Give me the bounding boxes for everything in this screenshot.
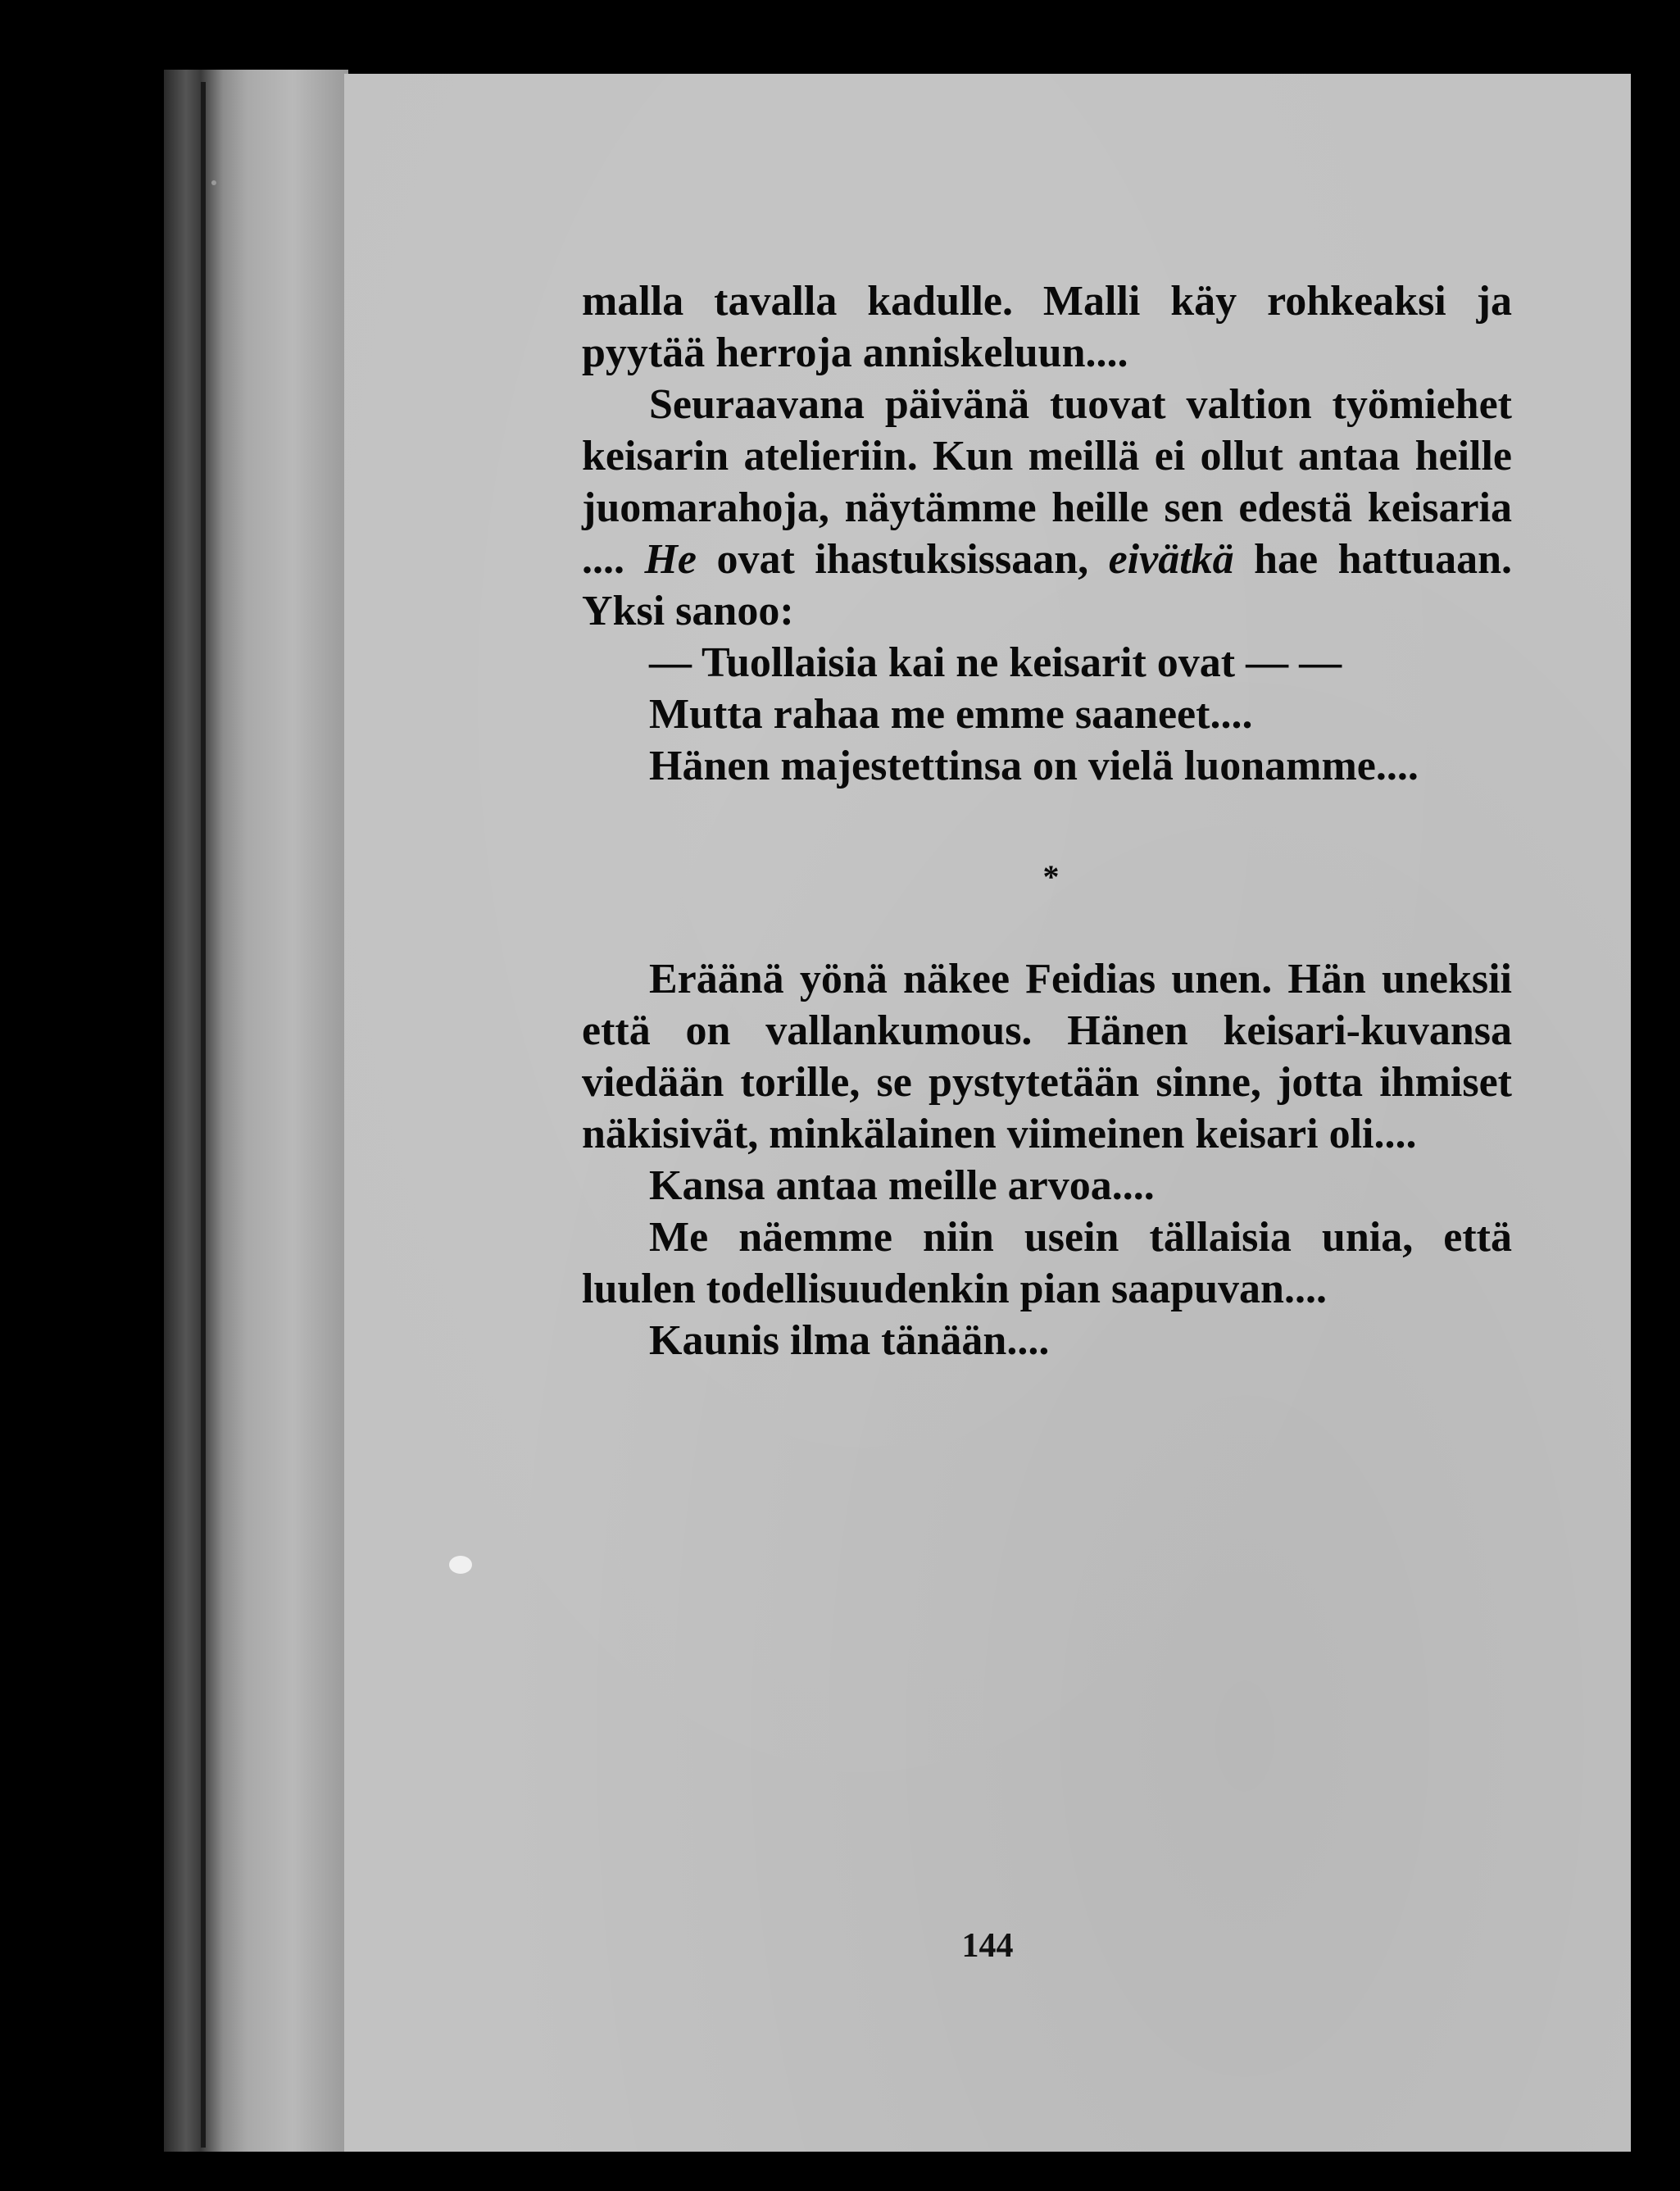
text-run: hae hattuaan. Yksi sanoo: [582,536,1512,634]
paragraph [582,275,1512,379]
paragraph [582,1315,1512,1366]
book-edge [164,70,348,2152]
text-run: Hänen majestettinsa on vielä luonamme.... [649,743,1419,789]
text-run: Me näemme niin usein tällaisia unia, että luulen todellisuudenkin pian saapuvan.... [582,1214,1512,1312]
body-text [582,275,1512,1366]
book-page [344,74,1631,2152]
text-run: Mutta rahaa me emme saaneet.... [649,691,1253,738]
book-binding-line [201,82,206,2148]
text-run: — Tuollaisia kai ne keisarit ovat — — [649,639,1342,686]
scan-speck [211,180,216,185]
page-number: 144 [961,1927,1014,1965]
paragraph [582,953,1512,1160]
paragraph [582,740,1512,792]
paragraph [582,379,1512,637]
text-run: Eräänä yönä näkee Feidias unen. Hän uneksii että on vallankumous. Hänen keisari-kuvansa viedään torille, se pystytetään sinne, jotta ihmiset näkisivät, minkälainen viimeinen keisari oli.... [582,956,1512,1157]
italic-text: He [644,536,697,583]
section-gap [582,902,1512,953]
text-run: ovat ihastuksissaan, [697,536,1109,583]
italic-text: eivätkä [1108,536,1234,583]
paragraph [582,689,1512,740]
text-run: Kansa antaa meille arvoa.... [649,1162,1155,1209]
paragraph [582,1211,1512,1315]
text-run: malla tavalla kadulle. Malli käy rohkeaksi ja pyytää herroja anniskeluun.... [582,278,1512,376]
scan-speck [449,1556,472,1574]
text-run: Seuraavana päivänä tuovat valtion työmiehet keisarin atelieriin. Kun meillä ei ollut antaa heille juomarahoja, näytämme heille sen edestä keisaria .... [582,381,1512,583]
section-second [582,953,1512,1366]
section-gap [582,792,1512,851]
text-run: Kaunis ilma tänään.... [649,1317,1050,1364]
section-separator: * [1042,858,1060,895]
section-first [582,275,1512,792]
paragraph [582,1160,1512,1211]
paragraph [582,637,1512,689]
